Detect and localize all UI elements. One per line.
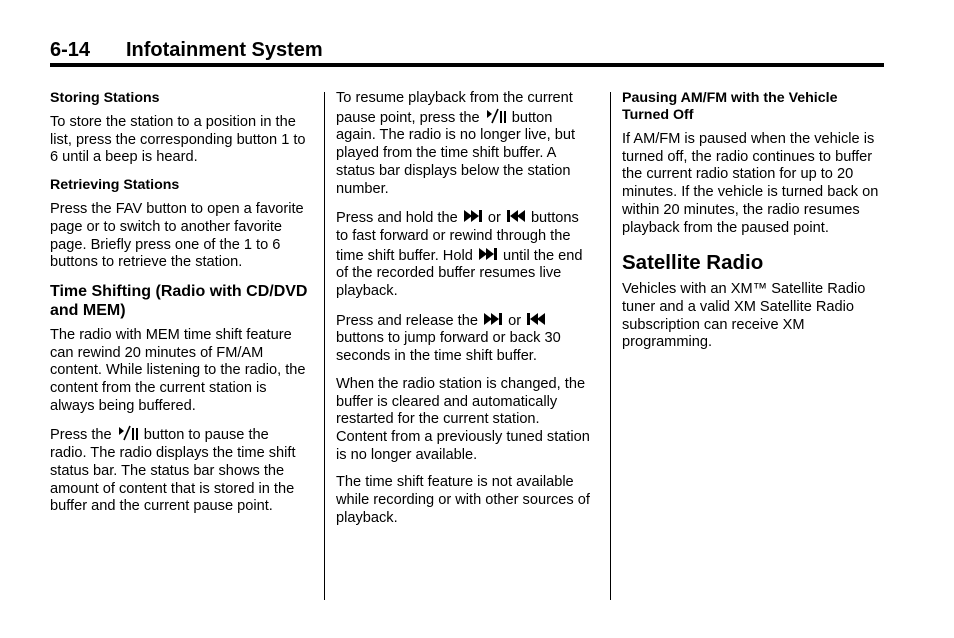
- seek-back-icon: [506, 208, 526, 224]
- seek-forward-icon: [478, 246, 498, 262]
- time-shifting-text: The radio with MEM time shift feature can rewind 20 minutes of FM/AM content. While listening to the radio, the content from the current station is always being buffered.: [50, 326, 306, 414]
- seek-forward-icon: [483, 311, 503, 327]
- hold-paragraph: [336, 208, 594, 301]
- column-divider: [324, 92, 325, 600]
- time-shifting-heading: Time Shifting (Radio with CD/DVD and MEM): [50, 282, 308, 319]
- storing-stations-text: To store the station to a position in the list, press the corresponding button 1 to 6 until a beep is heard.: [50, 114, 306, 166]
- or-text: or: [508, 312, 522, 329]
- satellite-radio-text: Vehicles with an XM™ Satellite Radio tuner and a valid XM Satellite Radio subscription can receive XM programming.: [622, 281, 866, 351]
- retrieving-stations-text: Press the FAV button to open a favorite page or to switch to another favorite page. Briefly press one of the 1 to 6 buttons to retrieve the station.: [50, 201, 304, 271]
- hold-pre-text: Press and hold the: [336, 210, 458, 227]
- column-middle: [336, 90, 594, 537]
- satellite-radio-heading: Satellite Radio: [622, 251, 764, 275]
- play-pause-icon: [117, 425, 139, 441]
- pause-pre-text: Press the: [50, 427, 112, 444]
- resume-pre-text: To resume playback from the current pause point, press the: [336, 90, 573, 126]
- pausing-am-fm-text: If AM/FM is paused when the vehicle is turned off, the radio continues to buffer the current radio station for up to 20 minutes. If the vehicle is turned back on within 20 minutes, the radio resumes playback from the paused point.: [622, 131, 879, 236]
- seek-back-icon: [526, 311, 546, 327]
- station-changed-text: When the radio station is changed, the buffer is cleared and automatically restarted for the current station. Content from a previously tuned station is no longer available.: [336, 375, 590, 463]
- column-divider: [610, 92, 611, 600]
- release-post-text: buttons to jump forward or back 30 seconds in the time shift buffer.: [336, 330, 561, 365]
- storing-stations-heading: Storing Stations: [50, 90, 160, 106]
- page-number: 6-14: [50, 39, 91, 61]
- pause-post-text: button to pause the radio. The radio displays the time shift status bar. The status bar shows the amount of content that is stored in the buffer and the current pause point.: [50, 427, 296, 515]
- release-paragraph: [336, 311, 594, 366]
- feature-unavailable-text: The time shift feature is not available while recording or with other sources of playback.: [336, 474, 590, 526]
- pause-paragraph: [50, 425, 308, 516]
- column-right: [622, 90, 880, 362]
- resume-post-text: button again. The radio is no longer live, but played from the time shift buffer. A status bar displays below the station number.: [336, 109, 576, 197]
- page-header: [50, 38, 884, 64]
- section-title: Infotainment System: [126, 39, 323, 61]
- pausing-am-fm-heading: Pausing AM/FM with the Vehicle Turned Off: [622, 90, 838, 123]
- header-rule: [50, 63, 884, 67]
- release-pre-text: Press and release the: [336, 312, 478, 329]
- column-left: [50, 90, 308, 526]
- resume-paragraph: [336, 90, 594, 198]
- hold-post-text: until the end of the recorded buffer resumes live playback.: [336, 247, 583, 300]
- retrieving-stations-heading: Retrieving Stations: [50, 177, 180, 194]
- seek-forward-icon: [463, 208, 483, 224]
- play-pause-icon: [485, 108, 507, 124]
- hold-mid-text: buttons to fast forward or rewind through the time shift buffer. Hold: [336, 210, 579, 264]
- or-text: or: [487, 210, 501, 227]
